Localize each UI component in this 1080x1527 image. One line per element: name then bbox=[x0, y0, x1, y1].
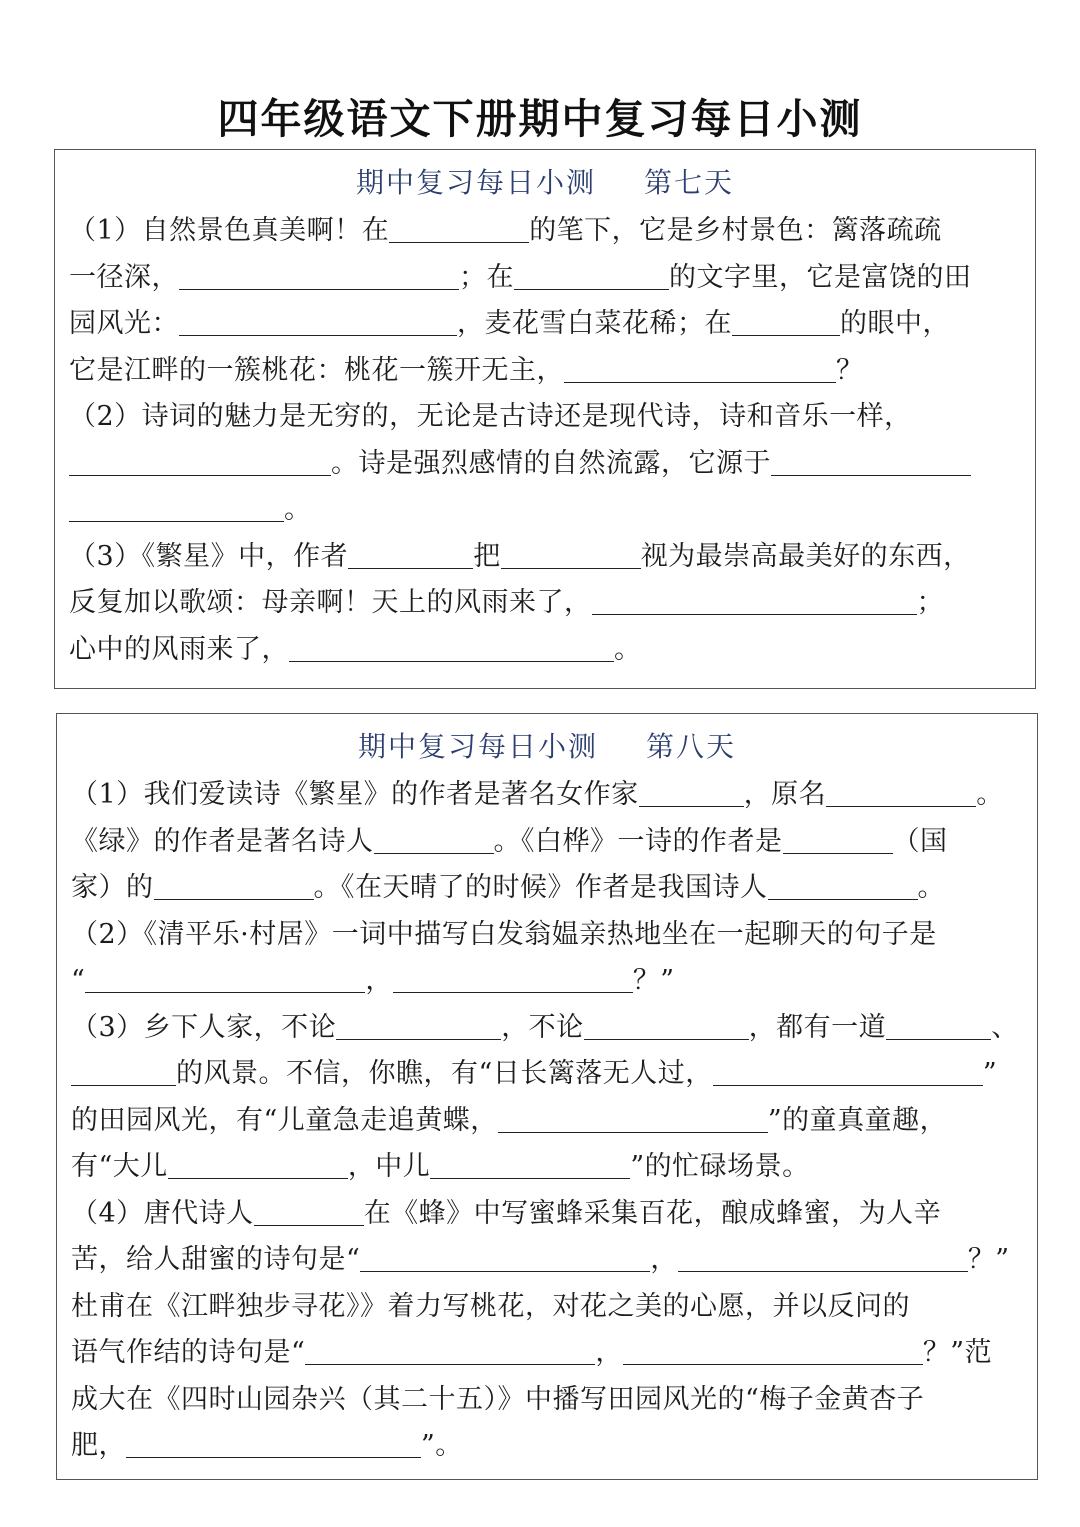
text-line bbox=[71, 819, 1023, 866]
answer-blank[interactable] bbox=[771, 446, 971, 476]
text-segment: “ bbox=[71, 965, 86, 996]
text-segment: （3）乡下人家，不论 bbox=[71, 1011, 337, 1043]
answer-blank[interactable] bbox=[85, 963, 365, 993]
text-segment: （国 bbox=[892, 825, 948, 857]
text-line bbox=[71, 1051, 1023, 1098]
text-segment: 《绿》的作者是著名诗人 bbox=[71, 825, 374, 857]
text-segment: 肥， bbox=[71, 1430, 126, 1461]
quiz-box-day8 bbox=[56, 713, 1038, 1480]
answer-blank[interactable] bbox=[768, 870, 918, 900]
text-segment: 心中的风雨来了， bbox=[69, 633, 289, 665]
text-segment: 。诗是强烈感情的自然流露，它源于 bbox=[331, 447, 771, 479]
answer-blank[interactable] bbox=[69, 446, 331, 476]
text-line bbox=[69, 441, 1021, 488]
text-segment: 把 bbox=[473, 540, 501, 572]
answer-blank[interactable] bbox=[564, 353, 836, 383]
text-segment: ？” bbox=[967, 1244, 1010, 1275]
text-segment: 一径深， bbox=[69, 261, 179, 293]
text-segment: ；在 bbox=[459, 261, 514, 293]
text-segment: ？ bbox=[836, 354, 864, 386]
text-segment: 。 bbox=[917, 872, 945, 903]
answer-blank[interactable] bbox=[393, 963, 633, 993]
text-segment: 在《蜂》中写蜜蜂采集百花，酿成蜂蜜，为人辛 bbox=[363, 1197, 942, 1229]
text-line bbox=[69, 487, 1021, 534]
text-line bbox=[71, 1098, 1023, 1145]
text-segment: ，麦花雪白菜花稀；在 bbox=[457, 308, 732, 339]
answer-blank[interactable] bbox=[639, 777, 744, 807]
text-segment: ”的忙碌场景。 bbox=[630, 1151, 810, 1182]
text-segment: ， bbox=[595, 1337, 623, 1368]
text-segment: ； bbox=[916, 587, 944, 618]
box-title-text: 期中复习每日小测 bbox=[355, 166, 596, 199]
text-segment: 苦，给人甜蜜的诗句是“ bbox=[71, 1244, 361, 1275]
answer-blank[interactable] bbox=[374, 824, 494, 854]
text-segment: 。 bbox=[614, 633, 642, 665]
text-segment: （3）《繁星》中，作者 bbox=[69, 540, 349, 572]
text-line bbox=[71, 958, 1023, 1005]
text-segment: 。 bbox=[976, 779, 1004, 810]
text-segment: 语气作结的诗句是“ bbox=[71, 1337, 306, 1368]
answer-blank[interactable] bbox=[179, 306, 457, 336]
answer-blank[interactable] bbox=[69, 492, 284, 522]
text-segment: ，都有一道 bbox=[748, 1011, 887, 1043]
text-segment: 反复加以歌颂：母亲啊！天上的风雨来了， bbox=[69, 587, 592, 618]
text-segment: ？” bbox=[632, 965, 675, 996]
text-line bbox=[71, 1330, 1023, 1377]
answer-blank[interactable] bbox=[289, 632, 614, 662]
text-segment: ， bbox=[650, 1244, 678, 1275]
text-segment: 的文字里，它是富饶的田 bbox=[669, 261, 972, 293]
text-segment: （1）我们爱读诗《繁星》的作者是著名女作家 bbox=[71, 779, 639, 810]
text-line bbox=[71, 865, 1023, 912]
text-segment: 的笔下，它是乡村景色：篱落疏疏 bbox=[529, 215, 942, 246]
text-line bbox=[69, 627, 1021, 674]
text-segment: 。 bbox=[284, 494, 312, 525]
text-segment: （2）《清平乐·村居》一词中描写白发翁媪亲热地坐在一起聊天的句子是 bbox=[71, 918, 937, 950]
text-line bbox=[71, 1005, 1023, 1052]
answer-blank[interactable] bbox=[501, 539, 641, 569]
text-segment: 家）的 bbox=[71, 872, 154, 903]
answer-blank[interactable] bbox=[623, 1335, 923, 1365]
text-line bbox=[69, 255, 1021, 302]
box-title-day7 bbox=[69, 164, 1021, 202]
text-segment: （2）诗词的魅力是无穷的，无论是古诗还是现代诗，诗和音乐一样， bbox=[69, 401, 912, 432]
day-label: 第七天 bbox=[644, 166, 735, 199]
text-segment: 的眼中， bbox=[840, 308, 950, 339]
answer-blank[interactable] bbox=[498, 1103, 768, 1133]
text-line bbox=[69, 534, 1021, 581]
text-segment: 视为最崇高最美好的东西， bbox=[640, 540, 971, 572]
answer-blank[interactable] bbox=[360, 1242, 650, 1272]
text-segment: 。《白桦》一诗的作者是 bbox=[493, 825, 783, 857]
box-title-day8 bbox=[71, 728, 1023, 766]
page-title: 四年级语文下册期中复习每日小测 bbox=[217, 95, 863, 143]
text-segment: 园风光： bbox=[69, 308, 179, 339]
text-line bbox=[71, 772, 1023, 819]
text-segment: （4）唐代诗人 bbox=[71, 1197, 254, 1229]
text-segment: 有“大儿 bbox=[71, 1151, 168, 1182]
text-segment: ，不论 bbox=[501, 1011, 584, 1043]
text-segment: 的风景。不信，你瞧，有“日长篱落无人过， bbox=[176, 1058, 713, 1089]
answer-blank[interactable] bbox=[783, 824, 893, 854]
text-segment: （1）自然景色真美啊！在 bbox=[69, 215, 390, 246]
text-segment: ，原名 bbox=[743, 779, 827, 810]
text-line bbox=[69, 580, 1021, 627]
answer-blank[interactable] bbox=[584, 1010, 749, 1040]
answer-blank[interactable] bbox=[348, 539, 473, 569]
answer-blank[interactable] bbox=[389, 213, 529, 243]
quiz-box-day7 bbox=[54, 149, 1036, 689]
text-segment: 它是江畔的一簇桃花：桃花一簇开无主， bbox=[69, 354, 564, 386]
answer-blank[interactable] bbox=[732, 306, 840, 336]
text-segment: ，中儿 bbox=[347, 1151, 431, 1182]
answer-blank[interactable] bbox=[305, 1335, 595, 1365]
text-segment: 。《在天晴了的时候》作者是我国诗人 bbox=[313, 872, 768, 903]
text-segment: ？”范 bbox=[922, 1337, 993, 1368]
text-line bbox=[71, 1284, 1023, 1331]
day-label: 第八天 bbox=[646, 730, 737, 763]
answer-blank[interactable] bbox=[336, 1010, 501, 1040]
text-line bbox=[71, 1144, 1023, 1191]
box-title-text: 期中复习每日小测 bbox=[357, 730, 598, 763]
answer-blank[interactable] bbox=[168, 1149, 348, 1179]
answer-blank[interactable] bbox=[514, 260, 669, 290]
answer-blank[interactable] bbox=[430, 1149, 630, 1179]
answer-blank[interactable] bbox=[826, 777, 976, 807]
text-line bbox=[69, 208, 1021, 255]
text-line bbox=[71, 1377, 1023, 1424]
text-segment: ”的童真童趣， bbox=[767, 1104, 948, 1136]
text-segment: ”。 bbox=[421, 1430, 463, 1461]
text-line bbox=[71, 1237, 1023, 1284]
answer-blank[interactable] bbox=[71, 1056, 176, 1086]
answer-blank[interactable] bbox=[254, 1196, 364, 1226]
answer-blank[interactable] bbox=[713, 1056, 983, 1086]
text-segment: 成大在《四时山园杂兴（其二十五）》中播写田园风光的“梅子金黄杏子 bbox=[71, 1383, 925, 1415]
text-line bbox=[71, 1423, 1023, 1470]
text-line bbox=[69, 301, 1021, 348]
text-line bbox=[69, 348, 1021, 395]
text-segment: ， bbox=[365, 965, 393, 996]
text-line bbox=[69, 394, 1021, 441]
answer-blank[interactable] bbox=[592, 585, 917, 615]
answer-blank[interactable] bbox=[179, 260, 459, 290]
answer-blank[interactable] bbox=[678, 1242, 968, 1272]
text-segment: ” bbox=[982, 1058, 998, 1089]
text-line bbox=[71, 912, 1023, 959]
text-line bbox=[71, 1191, 1023, 1238]
answer-blank[interactable] bbox=[154, 870, 314, 900]
text-segment: 的田园风光，有“儿童急走追黄蝶， bbox=[71, 1104, 498, 1136]
text-segment: 杜甫在《江畔独步寻花》》着力写桃花，对花之美的心愿，并以反问的 bbox=[71, 1290, 910, 1322]
answer-blank[interactable] bbox=[126, 1428, 421, 1458]
text-segment: 、 bbox=[991, 1011, 1019, 1043]
answer-blank[interactable] bbox=[886, 1010, 991, 1040]
